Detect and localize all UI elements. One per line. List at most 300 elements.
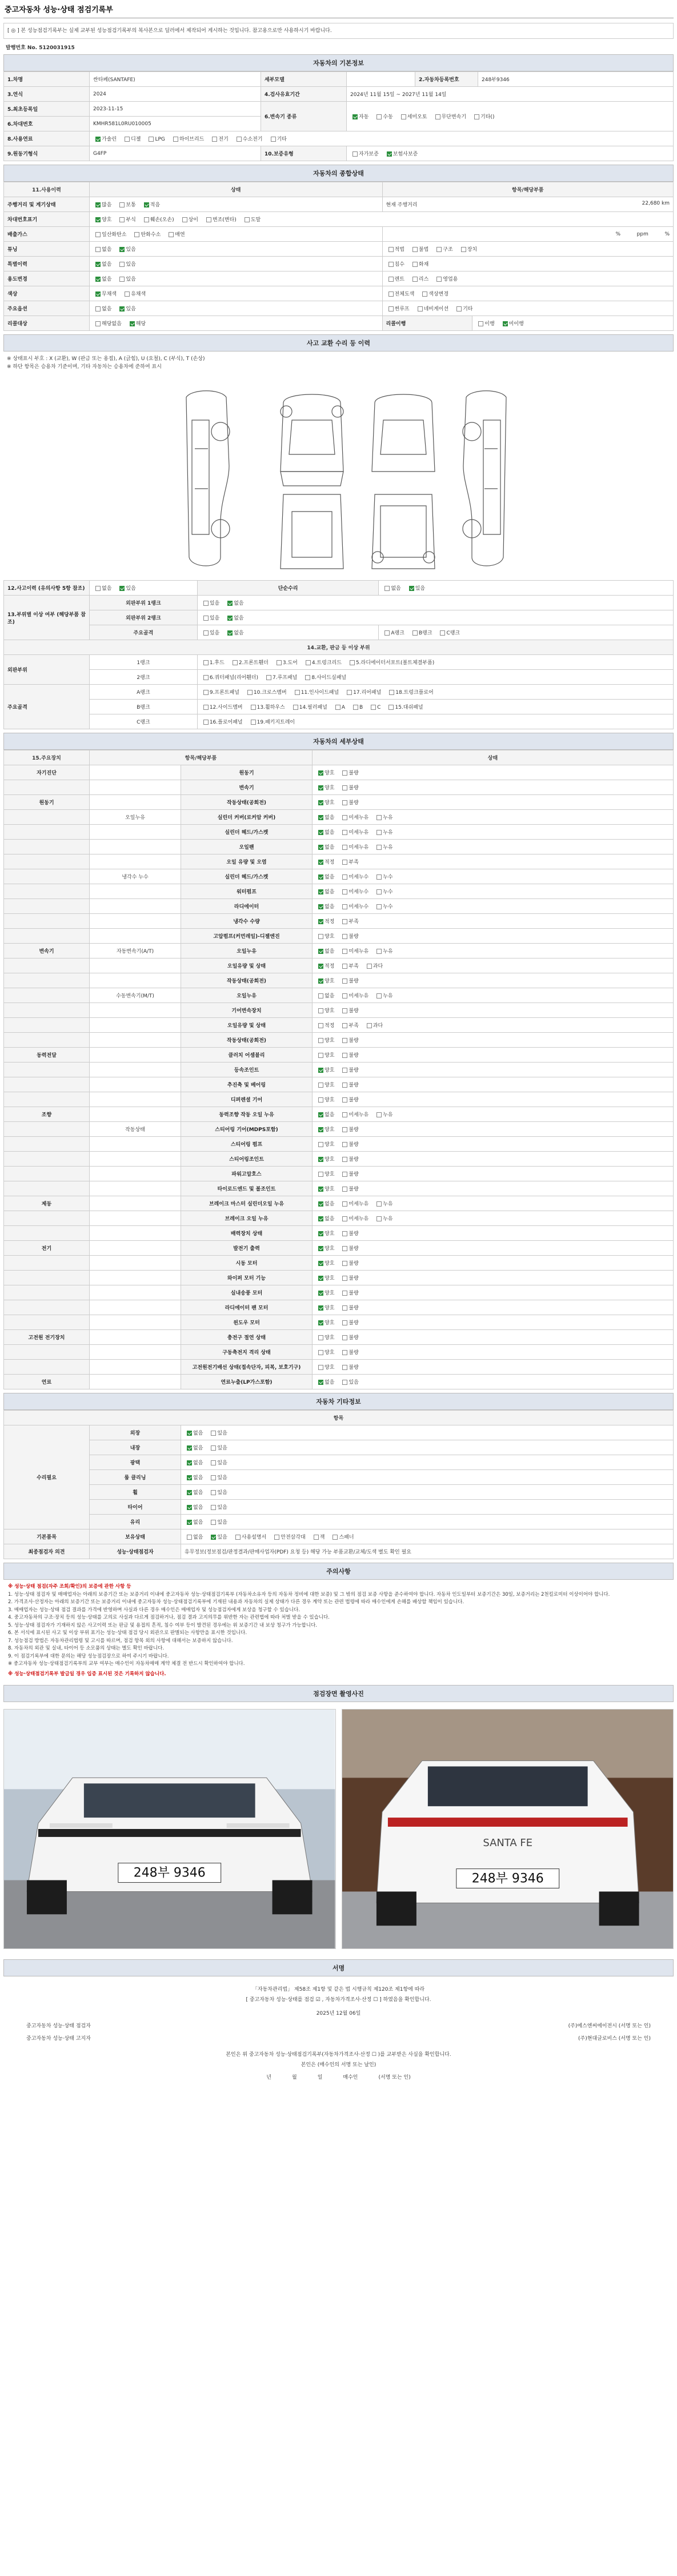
detail-row: 윈도우 모터 양호 불량 [4, 1315, 674, 1330]
checkbox-icon [318, 1157, 323, 1162]
detail-row: 등속조인트 양호 불량 [4, 1063, 674, 1077]
option: 있음 [209, 1503, 227, 1511]
option: 미세누유 [340, 1200, 368, 1207]
option: 기타 [269, 135, 287, 142]
checkbox-icon [233, 660, 238, 665]
option: 18.트렁크플로어 [387, 688, 433, 696]
option: 일산화탄소 [93, 230, 126, 238]
option: 안전삼각대 [272, 1533, 305, 1540]
option: 양호 [316, 1348, 334, 1356]
checkbox-icon [342, 800, 347, 805]
sign-confirm: [ 중고자동차 성능·상태를 점검 ☑ , 자동차가격조사·산정 ☐ ] 하였음을 확인합니다. [246, 1997, 431, 2003]
checkbox-icon [318, 1068, 323, 1073]
checkbox-icon [435, 114, 440, 119]
option: 없음 [185, 1429, 203, 1436]
option: 기타() [472, 113, 494, 120]
option: 양호 [316, 1051, 334, 1059]
option: 수소전기 [234, 135, 263, 142]
option: 전기 [210, 135, 228, 142]
option: 불량 [340, 1007, 358, 1014]
option: 네비게이션 [415, 305, 448, 312]
checkbox-icon [203, 705, 209, 710]
checkbox-icon [388, 306, 394, 311]
caution-heading: ※ 성능·상태 점검(자주 조회/확인)의 보증에 관한 사항 등 [8, 1584, 131, 1589]
option: 미세누유 [340, 813, 368, 821]
detail-row: 변속기 자동변속기(A/T) 오일누유 없음 미세누유 누유 [4, 944, 674, 958]
option: 리스 [410, 275, 428, 282]
overall-status-table: 11.사용이력 상태 항목/해당부품 주행거리 및 계기상태 많음 보통 적음 현재 주행거리 22,680 km 차대번호표기 양호 부식 훼손(오손) 상이 변조(변타) 도말 배출가스 일산화탄소 탄화수소 매연 % ppm % 튜닝 없음 있음 적법 불법 구조 장치 특별이력 없음 있음 침수 화재 용도변경 없음 있음 렌트 리스 영업용 색상 무채색 유채색 전체도색 색상변경 주요옵션 없음 있음 썬루프 네비게이션 기타 리콜대상 해당없음 해당 리콜이행 이행 미이행 [3, 182, 674, 331]
option: 불량 [340, 1274, 358, 1281]
option: 없음 [93, 584, 111, 592]
option: 없음 [93, 305, 111, 312]
checkbox-icon [318, 1291, 323, 1296]
option: 불량 [340, 1036, 358, 1044]
option: 미세누유 [340, 947, 368, 954]
checkbox-icon [376, 114, 382, 119]
option: 불량 [340, 784, 358, 791]
checkbox-icon [422, 291, 427, 297]
checkbox-icon [342, 1127, 347, 1132]
option: 4.트렁크리드 [303, 658, 342, 666]
checkbox-icon [211, 1505, 216, 1510]
checkbox-icon [245, 217, 250, 222]
option: 없음 [93, 275, 111, 282]
checkbox-icon [119, 586, 125, 591]
sign-date: 2025년 12월 06일 [316, 2011, 361, 2016]
option: 누유 [374, 1215, 392, 1222]
sign-buyer-row [3, 2072, 674, 2083]
option: 있음 [209, 1444, 227, 1451]
checkbox-icon [342, 919, 347, 924]
option: 9.프론트패널 [201, 688, 239, 696]
checkbox-icon [119, 217, 125, 222]
option: A랭크 [382, 629, 404, 636]
checkbox-icon [95, 232, 101, 237]
section-overall-title: 자동차의 종합상태 [3, 165, 674, 182]
detail-row: 냉각수 수량 적정 부족 [4, 914, 674, 929]
option: 불량 [340, 1319, 358, 1326]
option: 없음 [316, 813, 334, 821]
checkbox-icon [182, 217, 187, 222]
detail-row: 스티어링조인트 양호 불량 [4, 1152, 674, 1167]
option: C [368, 705, 380, 710]
checkbox-icon [318, 860, 323, 865]
checkbox-icon [169, 232, 174, 237]
checkbox-icon [95, 202, 101, 207]
option: B [351, 705, 363, 710]
detail-row: 고전원 전기장치 충전구 절연 상태 양호 불량 [4, 1330, 674, 1345]
option: 디젤 [122, 135, 141, 142]
checkbox-icon [251, 705, 256, 710]
option: 많음 [93, 201, 111, 208]
option: 보통 [117, 201, 135, 208]
detail-row: 실린더 헤드/가스켓 없음 미세누유 누유 [4, 825, 674, 840]
checkbox-icon [367, 1023, 372, 1028]
checkbox-icon [342, 1083, 347, 1088]
checkbox-icon [367, 964, 372, 969]
detail-row: 오일누유 실린더 커버(로커암 커버) 없음 미세누유 누유 [4, 810, 674, 825]
checkbox-icon [251, 720, 256, 725]
option: 불량 [340, 1066, 358, 1073]
checkbox-icon [342, 904, 347, 909]
option: 누유 [374, 992, 392, 999]
option: 양호 [316, 1185, 334, 1192]
option: 부족 [340, 917, 358, 925]
checkbox-icon [342, 785, 347, 790]
checkbox-icon [318, 1216, 323, 1221]
caution-item: 9. 이 점검기록부에 대한 문의는 해당 성능점검장으로 하여 주시기 바랍니다. [8, 1653, 169, 1659]
option: 11.인사이드패널 [293, 688, 339, 696]
option: 없음 [185, 1533, 203, 1540]
detail-row: 오일유량 및 상태 적정 부족 과다 [4, 1018, 674, 1033]
checkbox-icon [318, 1127, 323, 1132]
caution-item: ※ 중고자동차 성능·상태점검기록부의 교부 여부는 매수인이 자동차매매 계약 체결 전 반드시 확인하여야 합니다. [8, 1661, 245, 1667]
option: 도말 [242, 215, 261, 223]
checkbox-icon [305, 675, 310, 680]
option: 누수 [374, 902, 392, 910]
checkbox-icon [342, 1320, 347, 1325]
checkbox-icon [342, 1038, 347, 1043]
checkbox-icon [95, 586, 101, 591]
option: 없음 [185, 1473, 203, 1481]
checkbox-icon [318, 1335, 323, 1340]
option: 불량 [340, 1289, 358, 1296]
option: 불량 [340, 1304, 358, 1311]
option: 있음 [117, 245, 135, 253]
checkbox-icon [318, 1112, 323, 1117]
checkbox-icon [318, 949, 323, 954]
option: 없음 [185, 1444, 203, 1451]
checkbox-icon [318, 1172, 323, 1177]
checkbox-icon [318, 874, 323, 880]
sign-field: (서명 또는 인) [378, 2075, 411, 2080]
option: 있음 [209, 1518, 227, 1525]
option: 누유 [374, 813, 392, 821]
option: 있음 [209, 1429, 227, 1436]
notifier-label: 중고자동차 성능·상태 고지자 [26, 2036, 91, 2042]
checkbox-icon [235, 1535, 241, 1540]
detail-row: 수동변속기(M/T) 오일누유 없음 미세누유 누유 [4, 988, 674, 1003]
checkbox-icon [376, 1216, 382, 1221]
option: 양호 [316, 798, 334, 806]
checkbox-icon [187, 1505, 192, 1510]
checkbox-icon [342, 889, 347, 894]
option: 영업용 [434, 275, 458, 282]
option: 10.크로스멤버 [245, 688, 287, 696]
option: 미세누유 [340, 1215, 368, 1222]
option: 미세누수 [340, 873, 368, 880]
checkbox-icon [318, 1187, 323, 1192]
option: 없음 [93, 245, 111, 253]
checkbox-icon [401, 114, 406, 119]
option: 누유 [374, 947, 392, 954]
sign-buyer-note: 본인은 (매수인의 서명 또는 날인) [301, 2062, 376, 2068]
option: 17.리어패널 [344, 688, 381, 696]
option: 있음 [201, 599, 219, 606]
detail-row: 동력전달 클러치 어셈블리 양호 불량 [4, 1048, 674, 1063]
option: 불량 [340, 1244, 358, 1252]
checkbox-icon [342, 1246, 347, 1251]
option: 누유 [374, 1111, 392, 1118]
checkbox-icon [376, 1112, 382, 1117]
caution-item: 8. 자동차의 외관 및 실내, 타이어 등 소모품의 상태는 별도 확인 바랍니다. [8, 1646, 165, 1651]
option: 미세누수 [340, 888, 368, 895]
checkbox-icon [318, 1023, 323, 1028]
checkbox-icon [318, 1380, 323, 1385]
checkbox-icon [95, 277, 101, 282]
checkbox-icon [412, 630, 418, 636]
option: 불량 [340, 1348, 358, 1356]
option: 불량 [340, 1229, 358, 1237]
checkbox-icon [384, 586, 390, 591]
option: 없음 [316, 902, 334, 910]
checkbox-icon [211, 1460, 216, 1465]
detail-row: 전기 발전기 출력 양호 불량 [4, 1241, 674, 1256]
option: 과다 [364, 1021, 383, 1029]
checkbox-icon [227, 616, 233, 621]
checkbox-icon [342, 1291, 347, 1296]
checkbox-icon [125, 137, 130, 142]
sign-field: 년 [266, 2075, 271, 2080]
option: 미세누유 [340, 1111, 368, 1118]
checkbox-icon [335, 705, 340, 710]
car-diagram [3, 374, 674, 580]
option: 양호 [316, 977, 334, 984]
checkbox-icon [95, 306, 101, 311]
option: 불량 [340, 1096, 358, 1103]
checkbox-icon [173, 137, 178, 142]
option: 양호 [316, 1319, 334, 1326]
section-etc-title: 자동차 기타정보 [3, 1393, 674, 1410]
detail-row: 구동축전지 격리 상태 양호 불량 [4, 1345, 674, 1360]
section-basic-info-title: 자동차의 기본정보 [3, 54, 674, 71]
option: 양호 [316, 1036, 334, 1044]
checkbox-icon [318, 830, 323, 835]
option: 양호 [316, 1229, 334, 1237]
detail-row: 고압펌프(커먼레일)-디젤엔진 양호 불량 [4, 929, 674, 944]
sign-field: 일 [317, 2075, 323, 2080]
option: 불량 [340, 1051, 358, 1059]
detail-row: 디퍼렌셜 기어 양호 불량 [4, 1092, 674, 1107]
checkbox-icon [352, 151, 358, 157]
car-outline-diagram [3, 374, 674, 580]
detail-row: 오일팬 없음 미세누유 누유 [4, 840, 674, 854]
option: 15.대쉬패널 [386, 703, 423, 710]
detail-row: 오일 유량 및 오염 적정 부족 [4, 854, 674, 869]
option: 양호 [316, 1081, 334, 1088]
detail-row: 연료 연료누출(LP가스포함) 없음 있음 [4, 1375, 674, 1389]
sign-notifier-row [3, 2034, 674, 2044]
option: 있음 [209, 1533, 227, 1540]
legend-line-2: ※ 하단 항목은 승용차 기준이며, 기타 자동차는 승용차에 준하여 표시 [7, 364, 162, 370]
checkbox-icon [125, 291, 130, 297]
checkbox-icon [409, 586, 414, 591]
option: 잭 [311, 1533, 325, 1540]
checkbox-icon [384, 630, 390, 636]
checkbox-icon [274, 1535, 279, 1540]
checkbox-icon [318, 1008, 323, 1013]
checkbox-icon [388, 291, 394, 297]
checkbox-icon [440, 630, 445, 636]
option: 보험사보증 [384, 150, 418, 157]
option: 불량 [340, 1125, 358, 1133]
checkbox-icon [187, 1431, 192, 1436]
checkbox-icon [342, 1365, 347, 1370]
checkbox-icon [211, 1490, 216, 1495]
option: 탄화수소 [132, 230, 161, 238]
option: 없음 [316, 888, 334, 895]
checkbox-icon [130, 321, 135, 326]
checkbox-icon [461, 247, 466, 252]
option: 화재 [410, 260, 428, 267]
detail-row: 스티어링 펌프 양호 불량 [4, 1137, 674, 1152]
checkbox-icon [318, 934, 323, 939]
checkbox-icon [342, 1276, 347, 1281]
option: 있음 [117, 260, 135, 267]
checkbox-icon [211, 1445, 216, 1451]
checkbox-icon [95, 247, 101, 252]
option: 2.프론트휀더 [230, 658, 269, 666]
checkbox-icon [342, 874, 347, 880]
option: 스패너 [330, 1533, 354, 1540]
checkbox-icon [318, 1320, 323, 1325]
detail-row: 기어변속장치 양호 불량 [4, 1003, 674, 1018]
sign-area [3, 1976, 674, 2091]
option: A [333, 705, 345, 710]
option: 양호 [316, 784, 334, 791]
option: 불법 [410, 245, 428, 253]
option: 매연 [166, 230, 185, 238]
option: 불량 [340, 932, 358, 940]
option: 없음 [382, 584, 400, 592]
option: 가솔린 [93, 135, 117, 142]
option: 미세누유 [340, 828, 368, 836]
option: 무단변속기 [433, 113, 466, 120]
checkbox-icon [342, 860, 347, 865]
option: 적정 [316, 1021, 334, 1029]
accident-table: 12.사고이력 (유의사항 5항 참조) 없음 있음 단순수리 없음 있음 13.부위별 이상 여부 (해당부품 참조) 외판부위 1랭크 있음 없음 외판부위 2랭크 있음 없음 주요골격 있음 없음 A랭크 B랭크 C랭크 14.교환, 판금 등 이상 부위 외판부위 1랭크 1.후드 2.프론트휀더 3.도어 4.트렁크리드 5.라디에이터서포트(볼트체결부품) 2랭크 6.쿼터패널(리어휀더) 7.루프패널 8.사이드실패널 주요골격 A랭크 9.프론트패널 10.크로스멤버 11.인사이드패널 17.리어패널 18.트렁크플로어 B랭크 12.사이드멤버 13.휠하우스 14.필러패널 A B C 15.대쉬패널 C랭크 16.플로어패널 19.패키지트레이 [3, 580, 674, 729]
option: 있음 [340, 1378, 358, 1385]
page-title: 중고자동차 성능·상태 점검기록부 [3, 0, 674, 18]
caution-notes [3, 1580, 674, 1682]
checkbox-icon [342, 1112, 347, 1117]
checkbox-icon [119, 202, 125, 207]
option: 양호 [316, 1304, 334, 1311]
option: 변조(변타) [204, 215, 237, 223]
basic-info-table: 1.차명 싼타페(SANTAFE) 세부모델 2.자동차등록번호 248부9346 3.연식 2024 4.검사유효기간 2024년 11월 15일 ~ 2027년 11월 14일 5.최초등록일 2023-11-15 6.변속기 종류 자동 수동 세미오토 무단변속기 기타() 6.차대번호 KMHR581L0RU010005 8.사용연료 가솔린 디젤 LPG 하이브리드 전기 수소전기 기타 9.원동기형식 G4FP 10.보증유형 자가보증 보험사보증 [3, 71, 674, 161]
checkbox-icon [266, 675, 271, 680]
rear-photo [342, 1709, 674, 1949]
option: 장치 [459, 245, 477, 253]
option: 수동 [374, 113, 392, 120]
checkbox-icon [376, 904, 382, 909]
caution-item: 5. 성능·상태 점검자가 기재하지 않은 사고이력 또는 판금 및 용접의 흔적, 침수 여부 등이 발견된 경우에는 위 보증기간 내 보상 청구가 가능합니다. [8, 1622, 317, 1628]
checkbox-icon [436, 247, 442, 252]
checkbox-icon [342, 1053, 347, 1058]
option: 이행 [476, 319, 494, 327]
checkbox-icon [371, 705, 376, 710]
option: 없음 [225, 614, 243, 621]
checkbox-icon [342, 964, 347, 969]
checkbox-icon [388, 277, 394, 282]
option: 누수 [374, 888, 392, 895]
option: 없음 [316, 947, 334, 954]
option: 19.패키지트레이 [249, 718, 295, 725]
option: 없음 [185, 1488, 203, 1496]
option: 있음 [209, 1473, 227, 1481]
checkbox-icon [119, 247, 125, 252]
checkbox-icon [318, 1276, 323, 1281]
option: 기타 [454, 305, 472, 312]
option: 없음 [225, 629, 243, 636]
option: 없음 [185, 1518, 203, 1525]
checkbox-icon [306, 660, 311, 665]
checkbox-icon [211, 1520, 216, 1525]
photo-area [3, 1702, 674, 1956]
caution-item: 3. 매매업자는 성능·상태 점검 결과를 가격에 반영하며 사실과 다른 경우 매수인은 매매업자 및 성능점검자에게 보상을 청구할 수 있습니다. [8, 1607, 301, 1613]
checkbox-icon [187, 1520, 192, 1525]
checkbox-icon [342, 949, 347, 954]
option: 누유 [374, 843, 392, 850]
checkbox-icon [436, 277, 442, 282]
detail-row: 시동 모터 양호 불량 [4, 1256, 674, 1271]
checkbox-icon [318, 993, 323, 999]
checkbox-icon [342, 830, 347, 835]
option: 구조 [434, 245, 452, 253]
checkbox-icon [271, 137, 276, 142]
inspector-label: 중고자동차 성능·상태 점검자 [26, 2023, 91, 2029]
checkbox-icon [119, 262, 125, 267]
checkbox-icon [203, 720, 209, 725]
option: 누수 [374, 873, 392, 880]
checkbox-icon [187, 1445, 192, 1451]
checkbox-icon [95, 321, 101, 326]
checkbox-icon [318, 904, 323, 909]
checkbox-icon [318, 979, 323, 984]
checkbox-icon [318, 919, 323, 924]
option: 없음 [316, 1111, 334, 1118]
detail-row: 자기진단 원동기 양호 불량 [4, 765, 674, 780]
checkbox-icon [350, 660, 355, 665]
sign-law: 「자동차관리법」 제58조 제1항 및 같은 법 시행규칙 제120조 제1항에 따라 [252, 1987, 425, 1992]
checkbox-icon [352, 114, 358, 119]
option: 적정 [316, 917, 334, 925]
checkbox-icon [342, 815, 347, 820]
option: 자동 [350, 113, 368, 120]
checkbox-icon [342, 1157, 347, 1162]
option: 3.도어 [274, 658, 298, 666]
checkbox-icon [342, 979, 347, 984]
sign-inspector-row [3, 2021, 674, 2031]
checkbox-icon [503, 321, 508, 326]
option: 사용설명서 [233, 1533, 266, 1540]
option: 침수 [386, 260, 404, 267]
sign-field: 매수인 [343, 2075, 358, 2080]
option: 양호 [316, 932, 334, 940]
checkbox-icon [342, 1097, 347, 1103]
option: 미이행 [500, 319, 524, 327]
checkbox-icon [318, 1083, 323, 1088]
checkbox-icon [318, 1142, 323, 1147]
option: 13.휠하우스 [249, 703, 285, 710]
checkbox-icon [211, 1431, 216, 1436]
option: 있음 [117, 275, 135, 282]
option: 없음 [316, 1378, 334, 1385]
checkbox-icon [342, 770, 347, 776]
option: 7.루프패널 [264, 673, 297, 681]
option: 6.쿼터패널(리어휀더) [201, 673, 258, 681]
checkbox-icon [376, 874, 382, 880]
